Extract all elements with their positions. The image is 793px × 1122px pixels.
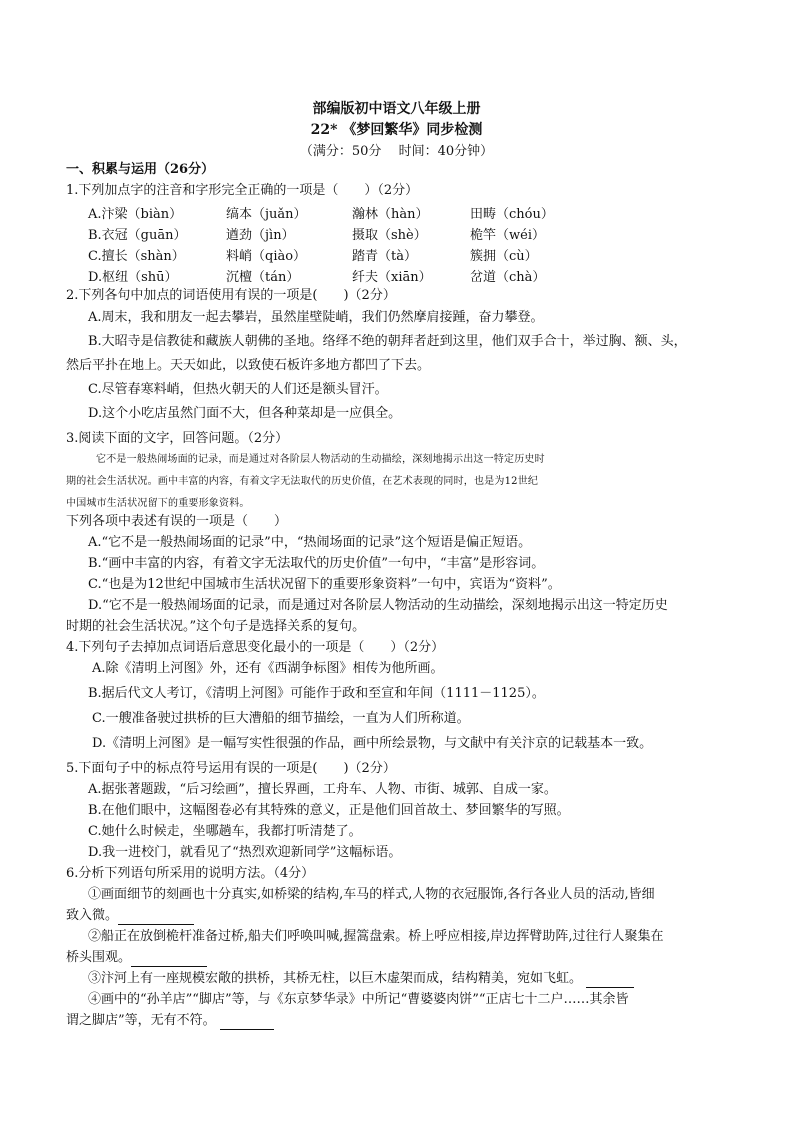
- q5-option-c: C.她什么时候走，坐哪趟车，我都打听清楚了。: [88, 824, 362, 839]
- q2-option-c: C.尽管春寒料峭，但热火朝天的人们还是额头冒汗。: [88, 382, 388, 397]
- q2-option-a: A.周末，我和朋友一起去攀岩，虽然崖壁陡峭，我们仍然摩肩接踵，奋力攀登。: [88, 310, 544, 325]
- q3-option-a: A.“它不是一般热闹场面的记录”中，“热闹场面的记录”这个短语是偏正短语。: [88, 535, 532, 550]
- q6-item-3-text: ③汴河上有一座规模宏敞的拱桥，其桥无柱，以巨木虚架而成，结构精美，宛如飞虹。: [88, 971, 583, 986]
- q3-ask: 下列各项中表述有误的一项是（ ）: [66, 514, 288, 529]
- q1-option: 岔道（chà）: [470, 270, 546, 285]
- q1-option: D.枢纽（shū）: [88, 270, 178, 285]
- q4-option-d: D.《清明上河图》是一幅写实性很强的作品，画中所绘景物，与文献中有关汴京的记载基本一致。: [92, 736, 653, 751]
- section-heading: 一、积累与运用（26分）: [66, 162, 215, 177]
- q6-item-2-text: 桥头围观。: [66, 950, 132, 965]
- question-6-stem: 6.分析下列语句所采用的说明方法。（4分）: [66, 866, 315, 881]
- q1-option: 料峭（qiào）: [226, 249, 307, 264]
- q3-option-d: D.“它不是一般热闹场面的记录，而是通过对各阶层人物活动的生动描绘，深刻地揭示出这一特定历史: [88, 598, 668, 613]
- q6-item-4-cont: [66, 1012, 274, 1030]
- doc-title: 部编版初中语文八年级上册: [312, 101, 481, 117]
- q3-option-d-cont: 时期的社会生活状况。”这个句子是选择关系的复句。: [66, 619, 366, 634]
- answer-blank[interactable]: [118, 910, 194, 925]
- q1-option: 瀚林（hàn）: [352, 207, 429, 222]
- question-1-stem: 1.下列加点字的注音和字形完全正确的一项是（ ）（2分）: [66, 183, 419, 198]
- q1-option: 沉檀（tán）: [226, 270, 300, 285]
- q6-item-1: ①画面细节的刻画也十分真实,如桥梁的结构,车马的样式,人物的衣冠服饰,各行各业人员的活动,皆细: [88, 887, 655, 902]
- answer-blank[interactable]: [586, 973, 634, 988]
- q4-option-a: A.除《清明上河图》外，还有《西湖争标图》相传为他所画。: [92, 661, 444, 676]
- question-4-stem: 4.下列句子去掉加点词语后意思变化最小的一项是（ ）（2分）: [66, 640, 445, 655]
- q1-option: 纤夫（xiān）: [352, 270, 432, 285]
- question-3-stem: 3.阅读下面的文字，回答问题。（2分）: [66, 431, 289, 446]
- answer-blank[interactable]: [131, 952, 207, 967]
- q4-option-b: B.据后代文人考订，《清明上河图》可能作于政和至宣和年间（1111－1125）。: [88, 686, 545, 701]
- question-5-stem: 5.下面句子中的标点符号运用有误的一项是( )（2分）: [66, 761, 396, 776]
- q1-option: 摄取（shè）: [352, 228, 427, 243]
- q6-item-2-cont: [66, 949, 207, 967]
- q5-option-b: B.在他们眼中，这幅图卷必有其特殊的意义，正是他们回首故土、梦回繁华的写照。: [88, 803, 570, 818]
- q6-item-3: [88, 970, 634, 988]
- q1-option: 田畴（chóu）: [470, 207, 554, 222]
- q5-option-d: D.我一进校门，就看见了“热烈欢迎新同学”这幅标语。: [88, 845, 402, 860]
- q6-item-1-text: 致入微。: [66, 908, 119, 923]
- q6-item-2: ②船正在放倒桅杆准备过桥,船夫们呼唤叫喊,握篙盘索。桥上呼应相接,岸边挥臂助阵,过往行人聚集在: [88, 929, 664, 944]
- q6-item-4: ④画中的“孙羊店”“脚店”等，与《东京梦华录》中所记“曹婆婆肉饼”“正店七十二户……其余皆: [88, 992, 629, 1007]
- q3-passage: 它不是一般热闹场面的记录，而是通过对各阶层人物活动的生动描绘，深刻地揭示出这一特定历史时: [96, 454, 545, 465]
- q1-option: 缟本（juǎn）: [226, 207, 307, 222]
- q2-option-d: D.这个小吃店虽然门面不大，但各种菜却是一应俱全。: [88, 406, 402, 421]
- q1-option: B.衣冠（guān）: [88, 228, 187, 243]
- q6-item-1-cont: [66, 907, 194, 925]
- q3-option-b: B.“画中丰富的内容，有着文字无法取代的历史价值”一句中，“丰富”是形容词。: [88, 556, 545, 571]
- q2-option-b-cont: 然后平扑在地上。天天如此，以致使石板许多地方都凹了下去。: [66, 358, 431, 373]
- q3-passage: 中国城市生活状况留下的重要形象资料。: [66, 498, 250, 509]
- answer-blank[interactable]: [220, 1015, 274, 1030]
- q1-option: C.擅长（shàn）: [88, 249, 185, 264]
- q6-item-4-text: 谓之脚店”等，无有不符。: [66, 1013, 216, 1028]
- q4-option-c: C.一艘准备驶过拱桥的巨大漕船的细节描绘，一直为人们所称道。: [92, 711, 470, 726]
- q1-option: 遒劲（jìn）: [226, 228, 295, 243]
- doc-subtitle: 22* 《梦回繁华》同步检测: [310, 122, 483, 138]
- q5-option-a: A.据张著题跋，“后习绘画”，擅长界画，工舟车、人物、市街、城郭、自成一家。: [88, 782, 557, 797]
- q1-option: 簇拥（cù）: [470, 249, 538, 264]
- doc-meta: （满分：50分 时间：40分钟）: [299, 144, 494, 159]
- q3-option-c: C.“也是为12世纪中国城市生活状况留下的重要形象资料”一句中，宾语为“资料”。: [88, 577, 561, 592]
- q1-option: 踏青（tà）: [352, 249, 417, 264]
- q1-option: 桅竿（wéi）: [470, 228, 545, 243]
- q2-option-b: B.大昭寺是信教徒和藏族人朝佛的圣地。络绎不绝的朝拜者赶到这里，他们双手合十，举过胸、额、头，: [88, 334, 687, 349]
- question-2-stem: 2.下列各句中加点的词语使用有误的一项是( )（2分）: [66, 288, 396, 303]
- q1-option: A.汴梁（biàn）: [88, 207, 183, 222]
- q3-passage: 期的社会生活状况。画中丰富的内容，有着文字无法取代的历史价值，在艺术表现的同时，也是为12世纪: [66, 476, 539, 487]
